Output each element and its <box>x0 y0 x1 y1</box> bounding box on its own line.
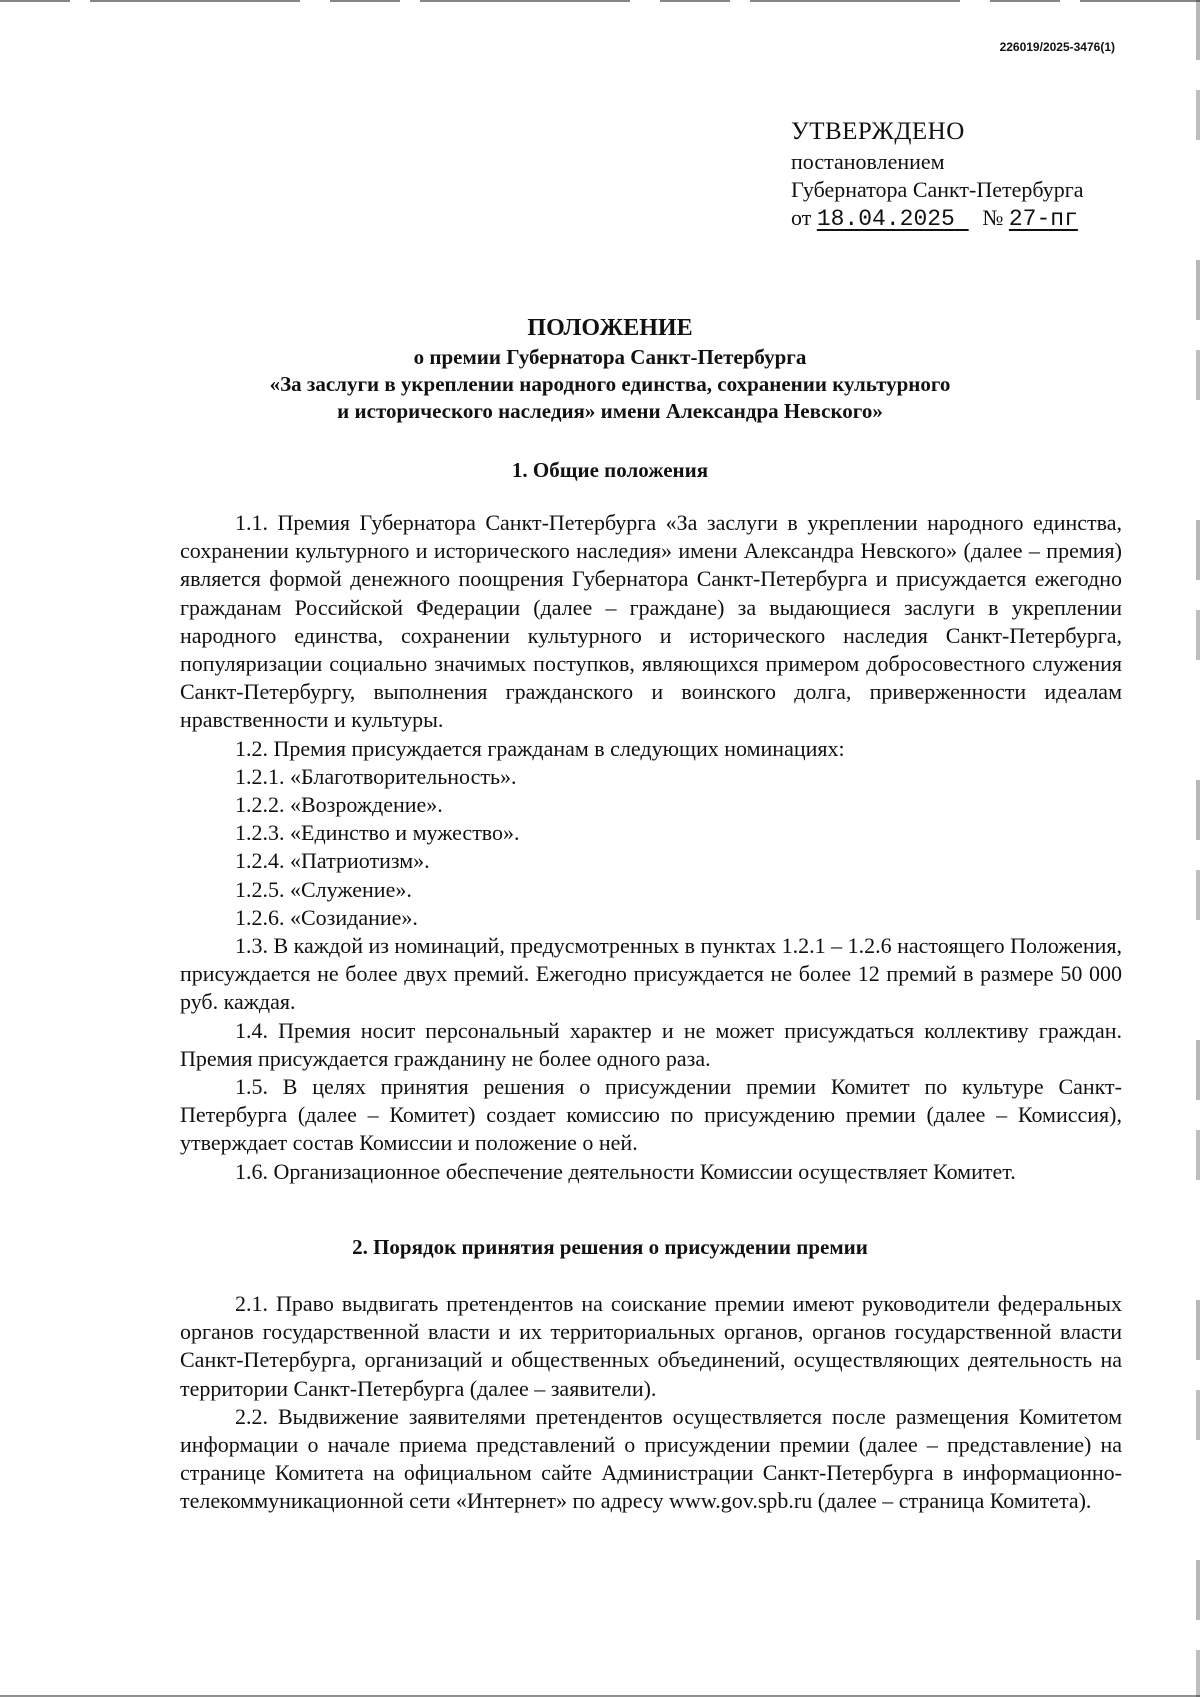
approval-number: 27-пг <box>1008 206 1078 232</box>
paragraph-1-6: 1.6. Организационное обеспечение деятельности Комиссии осуществляет Комитет. <box>235 1158 1016 1184</box>
document-id-stamp: 226019/2025-3476(1) <box>999 40 1115 54</box>
title-line-2: «За заслуги в укреплении народного единства, сохранении культурного <box>269 372 951 396</box>
scan-border-top <box>0 0 1200 2</box>
approval-line-decree: постановлением <box>791 149 945 174</box>
section-1-body <box>180 509 1122 1186</box>
paragraph-1-5: 1.5. В целях принятия решения о присуждении премии Комитет по культуре Санкт-Петербурга (далее – Комитет) создает комиссию по присуждению премии (далее – Комиссия), утверждает состав Комиссии и положение о ней. <box>180 1074 1122 1156</box>
title-line-3: и исторического наследия» имени Александра Невского» <box>337 399 883 423</box>
approval-line-governor: Губернатора Санкт-Петербурга <box>791 177 1084 202</box>
approval-date-underline-gap <box>955 205 977 233</box>
scan-border-right <box>1196 0 1200 1697</box>
nomination-1-2-3: 1.2.3. «Единство и мужество». <box>235 820 520 846</box>
document-title <box>180 315 1040 425</box>
approval-date-prefix: от <box>791 205 812 230</box>
section-2-body <box>180 1290 1122 1516</box>
paragraph-1-3: 1.3. В каждой из номинаций, предусмотренных в пунктах 1.2.1 – 1.2.6 настоящего Положения, присуждается не более двух премий. Ежегодно присуждается не более 12 премий в размере 50 000 руб. каждая. <box>180 933 1123 1015</box>
nomination-1-2-5: 1.2.5. «Служение». <box>235 876 412 902</box>
nomination-1-2-2: 1.2.2. «Возрождение». <box>235 792 443 818</box>
title-line-1: о премии Губернатора Санкт-Петербурга <box>413 345 807 369</box>
nomination-1-2-6: 1.2.6. «Созидание». <box>235 904 418 930</box>
paragraph-2-1: 2.1. Право выдвигать претендентов на соискание премии имеют руководители федеральных органов государственной власти и их территориальных органов, органов государственной власти Санкт-Петербурга, организаций и общественных объединений, осуществляющих деятельность на территории Санкт-Петербурга (далее – заявители). <box>180 1291 1122 1401</box>
paragraph-1-4: 1.4. Премия носит персональный характер и не может присуждаться коллективу граждан. Премия присуждается гражданину не более одного раза. <box>180 1017 1122 1071</box>
approval-number-prefix: № <box>982 205 1004 230</box>
paragraph-2-2: 2.2. Выдвижение заявителями претендентов осуществляется после размещения Комитетом информации о начале приема представлений о присуждении премии (далее – представление) на странице Комитета на официальном сайте Администрации Санкт-Петербурга в информационно-телекоммуникационной сети «Интернет» по адресу www.gov.spb.ru (далее – страница Комитета). <box>180 1403 1122 1514</box>
paragraph-1-1: 1.1. Премия Губернатора Санкт-Петербурга «За заслуги в укреплении народного единства, сохранении культурного и исторического наследия» имени Александра Невского» (далее – премия) является формой денежного поощрения Губернатора Санкт-Петербурга и присуждается ежегодно гражданам Российской Федерации (далее – граждане) за выдающиеся заслуги в укреплении народного единства, сохранении культурного и исторического наследия Санкт-Петербурга, популяризации социально значимых поступков, являющихся примером добросовестного служения Санкт-Петербургу, выполнения гражданского и воинского долга, приверженности идеалам нравственности и культуры. <box>180 510 1122 733</box>
section-1-heading: 1. Общие положения <box>511 458 709 482</box>
title-main: ПОЛОЖЕНИЕ <box>527 315 693 341</box>
approval-heading: УТВЕРЖДЕНО <box>791 118 965 145</box>
approval-block <box>791 118 1131 233</box>
approval-date-line <box>791 204 1131 233</box>
nomination-1-2-4: 1.2.4. «Патриотизм». <box>235 848 430 874</box>
nomination-1-2-1: 1.2.1. «Благотворительность». <box>235 763 517 789</box>
paragraph-1-2: 1.2. Премия присуждается гражданам в следующих номинациях: <box>235 735 845 761</box>
approval-date: 18.04.2025 <box>816 206 955 232</box>
section-2-heading: 2. Порядок принятия решения о присуждении премии <box>352 1235 868 1259</box>
